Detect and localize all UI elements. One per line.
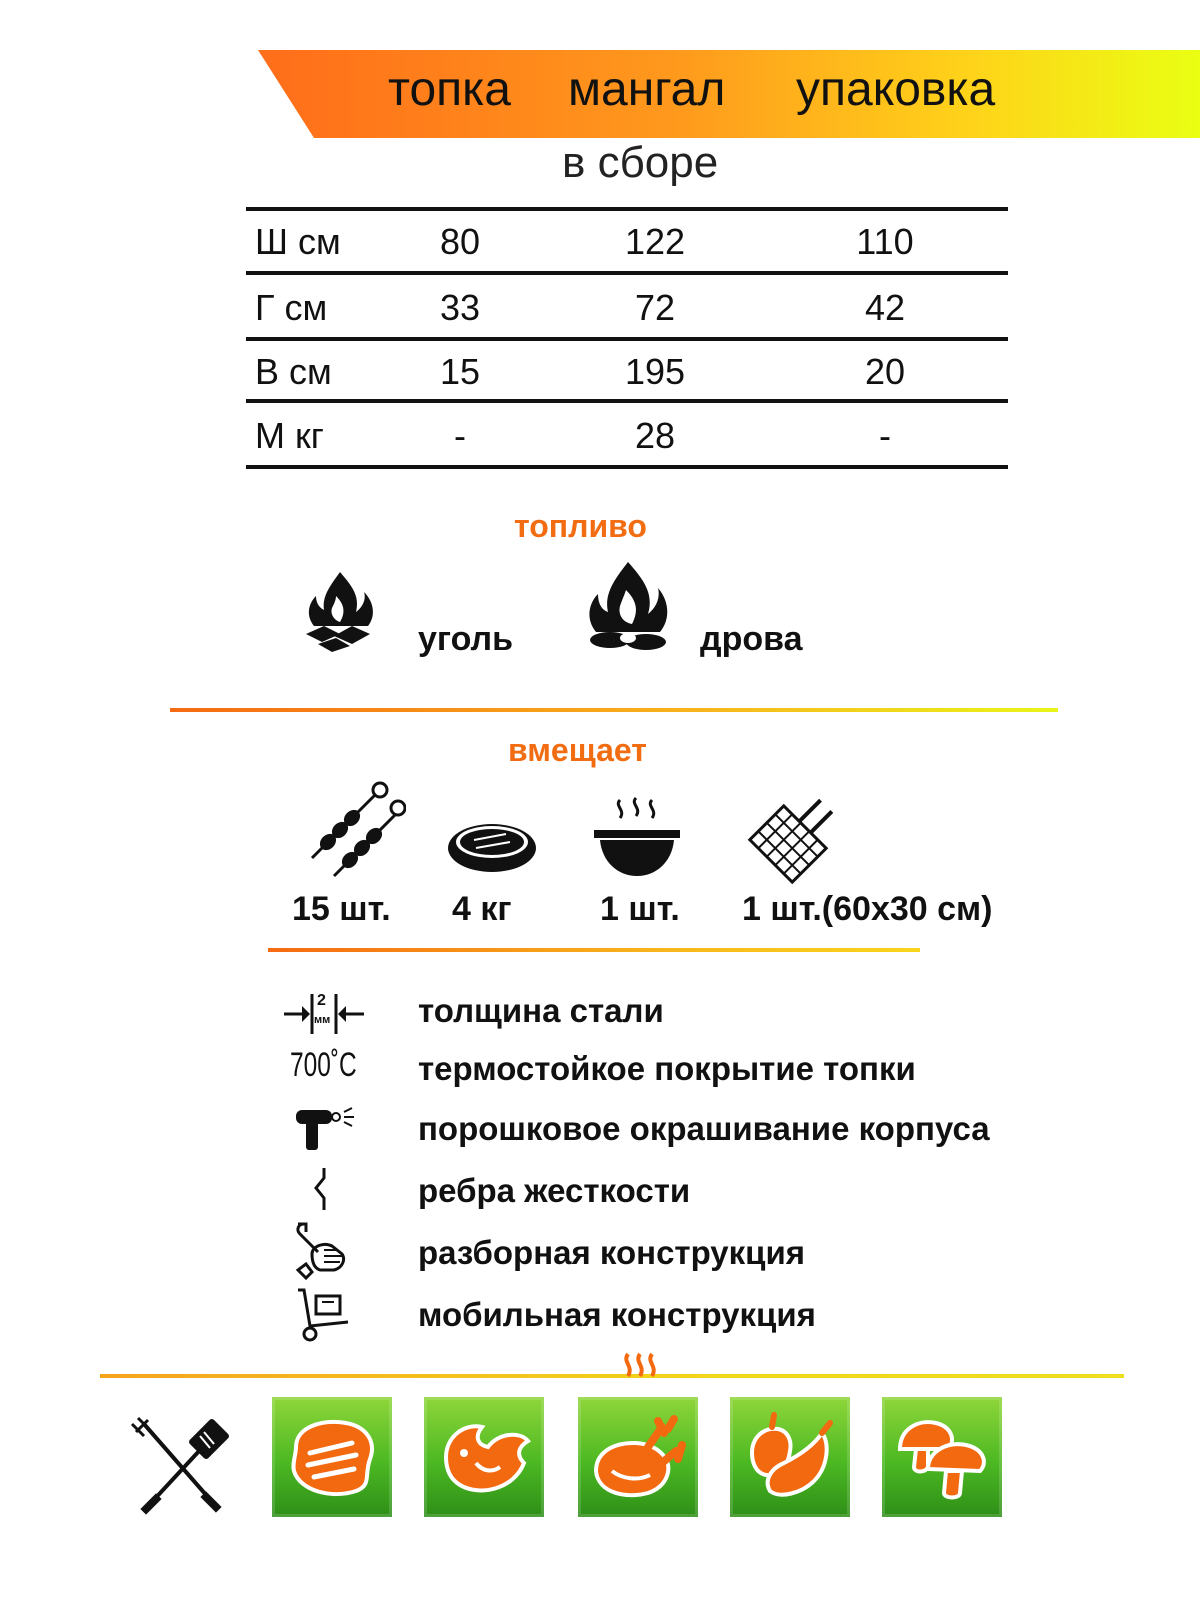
fuel-label-coal: уголь (418, 620, 514, 658)
cell-grill: 28 (634, 415, 676, 456)
steel-thickness-icon (284, 990, 364, 1040)
fuel-title: топливо (514, 508, 647, 544)
grill-grate-icon (744, 790, 844, 886)
header-subtitle: в сборе (562, 138, 719, 187)
fuel-label-wood: дрова (700, 620, 803, 658)
capacity-label-skewers: 15 шт. (292, 890, 391, 928)
capacity-title: вмещает (508, 732, 647, 768)
steak-tile-icon (272, 1397, 392, 1517)
feature-mobile: мобильная конструкция (418, 1296, 816, 1333)
cell-firebox: 15 (439, 351, 481, 392)
row-label: Ш см (255, 221, 341, 262)
spray-gun-icon (284, 1104, 364, 1154)
wrench-hand-icon (284, 1220, 364, 1280)
vegetables-tile-icon (730, 1397, 850, 1517)
feature-powder-coating: порошковое окрашивание корпуса (418, 1110, 990, 1147)
feature-heat-resistant: термостойкое покрытие топки (418, 1050, 916, 1087)
row-label: М кг (255, 415, 324, 456)
temperature-icon: 700˚C (290, 1046, 357, 1084)
charcoal-fire-icon (300, 568, 380, 652)
tile-chicken (578, 1397, 698, 1517)
cell-package: 110 (856, 221, 914, 262)
row-label: В см (255, 351, 332, 392)
feature-steel-thickness: толщина стали (418, 992, 664, 1029)
row-label: Г см (255, 287, 328, 328)
tile-vegetables (730, 1397, 850, 1517)
cell-firebox: 80 (439, 221, 481, 262)
firewood-fire-icon (586, 560, 670, 654)
tile-steak (272, 1397, 392, 1517)
cell-package: 42 (864, 287, 906, 328)
table-rule (246, 207, 1008, 211)
cauldron-icon (590, 796, 684, 882)
fork-spatula-icon (130, 1414, 234, 1518)
feature-stiffening-ribs: ребра жесткости (418, 1172, 691, 1209)
steel-thickness-value: 2 (317, 992, 326, 1009)
capacity-label-grate: 1 шт.(60x30 см) (742, 890, 993, 928)
cell-grill: 195 (624, 351, 686, 392)
cell-firebox: 33 (439, 287, 481, 328)
cell-package: 20 (864, 351, 906, 392)
steel-thickness-unit: мм (314, 1014, 331, 1026)
header-col-package: упаковка (796, 63, 996, 116)
mushrooms-tile-icon (882, 1397, 1002, 1517)
fish-tile-icon (424, 1397, 544, 1517)
rib-icon (284, 1164, 364, 1214)
skewers-icon (306, 780, 406, 880)
cell-package: - (879, 415, 891, 456)
separator-line (100, 1374, 1124, 1378)
cell-grill: 72 (634, 287, 676, 328)
steak-icon (446, 818, 540, 874)
hand-truck-icon (284, 1286, 364, 1342)
capacity-label-cauldron: 1 шт. (600, 890, 680, 928)
cell-grill: 122 (624, 221, 686, 262)
cell-firebox: - (454, 415, 466, 456)
header-col-firebox: топка (388, 63, 511, 116)
tile-fish (424, 1397, 544, 1517)
header-col-grill: мангал (568, 63, 726, 116)
tile-mushrooms (882, 1397, 1002, 1517)
heat-waves-icon (618, 1350, 658, 1390)
chicken-tile-icon (578, 1397, 698, 1517)
feature-collapsible: разборная конструкция (418, 1234, 806, 1271)
separator-line (170, 708, 1058, 712)
separator-line (268, 948, 920, 952)
capacity-label-meat: 4 кг (452, 890, 512, 928)
